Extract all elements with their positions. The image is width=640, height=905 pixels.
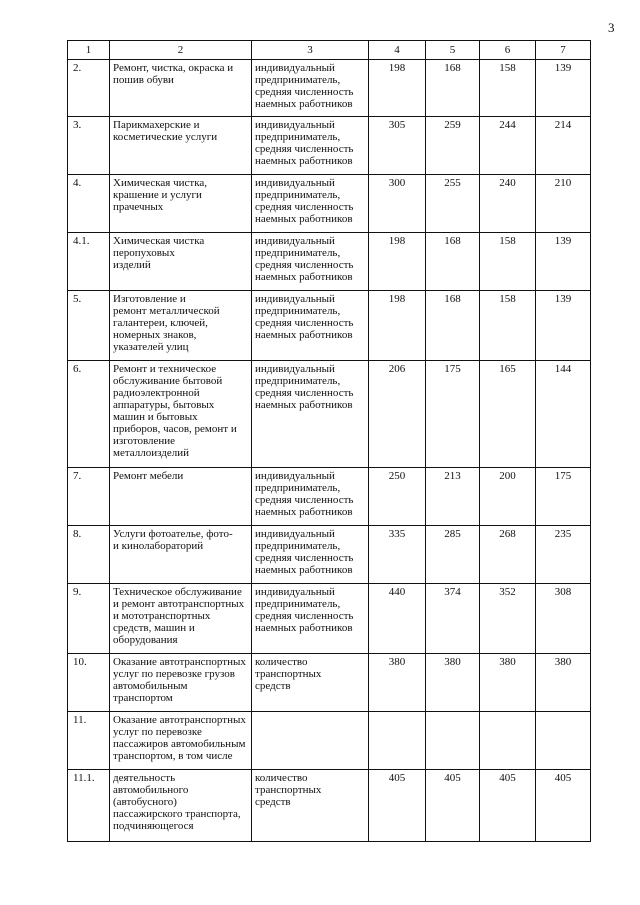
physical-indicator: индивидуальный предприниматель, средняя численность наемных работников (252, 233, 369, 291)
tariff-table (67, 40, 591, 842)
value-col-7: 235 (536, 526, 591, 584)
header-cell-1: 1 (68, 41, 110, 60)
value-col-7: 139 (536, 233, 591, 291)
header-cell-4: 4 (369, 41, 426, 60)
value-col-7: 175 (536, 468, 591, 526)
physical-indicator: индивидуальный предприниматель, средняя численность наемных работников (252, 361, 369, 468)
service-name: Техническое обслуживание и ремонт автотранспортных и мототранспортных средств, машин и оборудования (110, 584, 252, 654)
value-col-7: 144 (536, 361, 591, 468)
table-row (68, 468, 591, 526)
value-col-7: 380 (536, 654, 591, 712)
value-col-5: 380 (426, 654, 480, 712)
value-col-5: 168 (426, 233, 480, 291)
value-col-4: 305 (369, 117, 426, 175)
table-row (68, 233, 591, 291)
row-number: 7. (68, 468, 110, 526)
table-row (68, 584, 591, 654)
table-row (68, 770, 591, 842)
value-col-7: 214 (536, 117, 591, 175)
row-number: 4. (68, 175, 110, 233)
physical-indicator: индивидуальный предприниматель, средняя численность наемных работников (252, 291, 369, 361)
header-cell-5: 5 (426, 41, 480, 60)
header-cell-2: 2 (110, 41, 252, 60)
value-col-4: 380 (369, 654, 426, 712)
value-col-7: 308 (536, 584, 591, 654)
table-row (68, 117, 591, 175)
row-number: 3. (68, 117, 110, 175)
table-row (68, 712, 591, 770)
value-col-5: 374 (426, 584, 480, 654)
value-col-7: 139 (536, 60, 591, 117)
physical-indicator: индивидуальный предприниматель, средняя численность наемных работников (252, 584, 369, 654)
table-row (68, 60, 591, 117)
service-name: Ремонт мебели (110, 468, 252, 526)
row-number: 11. (68, 712, 110, 770)
value-col-7: 210 (536, 175, 591, 233)
value-col-6: 352 (480, 584, 536, 654)
service-name: Ремонт и техническое обслуживание бытовой радиоэлектронной аппаратуры, бытовых машин и бытовых приборов, часов, ремонт и изготовление металлоизделий (110, 361, 252, 468)
header-row (68, 41, 591, 60)
physical-indicator: количество транспортных средств (252, 770, 369, 842)
value-col-5: 255 (426, 175, 480, 233)
row-number: 6. (68, 361, 110, 468)
value-col-6: 200 (480, 468, 536, 526)
value-col-5: 175 (426, 361, 480, 468)
value-col-4: 300 (369, 175, 426, 233)
value-col-4: 440 (369, 584, 426, 654)
table-row (68, 654, 591, 712)
value-col-4: 198 (369, 291, 426, 361)
service-name: Химическая чистка перопуховых изделий (110, 233, 252, 291)
physical-indicator: количество транспортных средств (252, 654, 369, 712)
service-name: Оказание автотранспортных услуг по перевозке пассажиров автомобильным транспортом, в том числе (110, 712, 252, 770)
value-col-5: 213 (426, 468, 480, 526)
value-col-6: 268 (480, 526, 536, 584)
value-col-7: 139 (536, 291, 591, 361)
header-cell-7: 7 (536, 41, 591, 60)
value-col-6: 158 (480, 291, 536, 361)
value-col-6: 380 (480, 654, 536, 712)
value-col-5: 405 (426, 770, 480, 842)
physical-indicator: индивидуальный предприниматель, средняя численность наемных работников (252, 60, 369, 117)
row-number: 2. (68, 60, 110, 117)
value-col-6: 405 (480, 770, 536, 842)
value-col-4: 198 (369, 60, 426, 117)
value-col-4: 405 (369, 770, 426, 842)
header-cell-6: 6 (480, 41, 536, 60)
row-number: 8. (68, 526, 110, 584)
row-number: 11.1. (68, 770, 110, 842)
value-col-5: 285 (426, 526, 480, 584)
service-name: Ремонт, чистка, окраска и пошив обуви (110, 60, 252, 117)
physical-indicator: индивидуальный предприниматель, средняя численность наемных работников (252, 468, 369, 526)
row-number: 5. (68, 291, 110, 361)
value-col-7 (536, 712, 591, 770)
service-name: Изготовление и ремонт металлической галантереи, ключей, номерных знаков, указателей улиц (110, 291, 252, 361)
value-col-4 (369, 712, 426, 770)
physical-indicator: индивидуальный предприниматель, средняя численность наемных работников (252, 526, 369, 584)
value-col-6 (480, 712, 536, 770)
service-name: Химическая чистка, крашение и услуги прачечных (110, 175, 252, 233)
physical-indicator: индивидуальный предприниматель, средняя численность наемных работников (252, 175, 369, 233)
value-col-5 (426, 712, 480, 770)
value-col-5: 259 (426, 117, 480, 175)
value-col-5: 168 (426, 60, 480, 117)
table-row (68, 361, 591, 468)
table-row (68, 175, 591, 233)
value-col-6: 244 (480, 117, 536, 175)
physical-indicator: индивидуальный предприниматель, средняя численность наемных работников (252, 117, 369, 175)
physical-indicator (252, 712, 369, 770)
table-row (68, 526, 591, 584)
page-number: 3 (608, 20, 615, 35)
service-name: Парикмахерские и косметические услуги (110, 117, 252, 175)
value-col-7: 405 (536, 770, 591, 842)
header-cell-3: 3 (252, 41, 369, 60)
value-col-4: 206 (369, 361, 426, 468)
value-col-4: 250 (369, 468, 426, 526)
row-number: 4.1. (68, 233, 110, 291)
value-col-6: 158 (480, 233, 536, 291)
row-number: 9. (68, 584, 110, 654)
value-col-6: 165 (480, 361, 536, 468)
value-col-4: 198 (369, 233, 426, 291)
value-col-4: 335 (369, 526, 426, 584)
value-col-5: 168 (426, 291, 480, 361)
row-number: 10. (68, 654, 110, 712)
value-col-6: 158 (480, 60, 536, 117)
service-name: Услуги фотоателье, фото- и кинолабораторий (110, 526, 252, 584)
service-name: деятельность автомобильного (автобусного) пассажирского транспорта, подчиняющегося (110, 770, 252, 842)
value-col-6: 240 (480, 175, 536, 233)
service-name: Оказание автотранспортных услуг по перевозке грузов автомобильным транспортом (110, 654, 252, 712)
table-row (68, 291, 591, 361)
